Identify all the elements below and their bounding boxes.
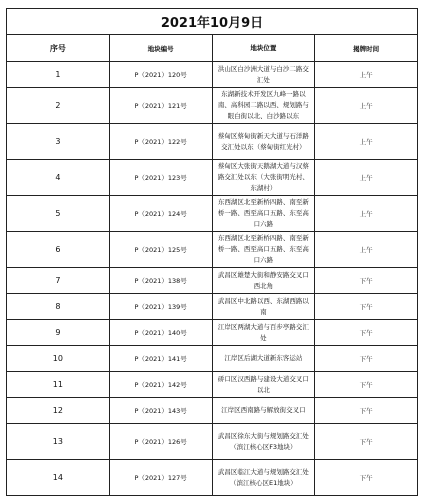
- row-time: 下午: [315, 294, 418, 320]
- row-no: 5: [7, 196, 110, 232]
- row-time: 下午: [315, 398, 418, 424]
- row-location: 江岸区西南路与解放街交叉口: [212, 398, 315, 424]
- table-row: [7, 372, 418, 398]
- row-code: P（2021）126号: [109, 424, 212, 460]
- table-row: [7, 232, 418, 268]
- row-no: 13: [7, 424, 110, 460]
- row-no: 7: [7, 268, 110, 294]
- table-row: [7, 424, 418, 460]
- row-time: 上午: [315, 232, 418, 268]
- table-row: [7, 346, 418, 372]
- header-location: 地块位置: [212, 35, 315, 62]
- row-no: 4: [7, 160, 110, 196]
- row-location: 东西湖区北至新桥四路、南至新桥一路、西至高口五路、东至高口六路: [212, 196, 315, 232]
- row-location: 武昌区中北路以西、东湖西路以南: [212, 294, 315, 320]
- table-title: 2021年10月9日: [7, 9, 418, 35]
- row-time: 下午: [315, 372, 418, 398]
- row-time: 上午: [315, 124, 418, 160]
- row-time: 上午: [315, 196, 418, 232]
- row-code: P（2021）140号: [109, 320, 212, 346]
- header-row: [7, 35, 418, 62]
- table-row: [7, 160, 418, 196]
- row-code: P（2021）141号: [109, 346, 212, 372]
- row-time: 下午: [315, 268, 418, 294]
- table-row: [7, 124, 418, 160]
- row-no: 9: [7, 320, 110, 346]
- row-location: 东湖新技术开发区九峰一路以南、高科园二路以西、规划路与眼白街以北、白沙路以东: [212, 88, 315, 124]
- table-row: [7, 88, 418, 124]
- land-auction-table: [6, 8, 418, 496]
- table-row: [7, 294, 418, 320]
- row-no: 10: [7, 346, 110, 372]
- row-no: 8: [7, 294, 110, 320]
- row-code: P（2021）124号: [109, 196, 212, 232]
- row-code: P（2021）139号: [109, 294, 212, 320]
- header-time: 揭牌时间: [315, 35, 418, 62]
- row-location: 东西湖区北至新桥四路、南至新桥一路、西至高口五路、东至高口六路: [212, 232, 315, 268]
- row-no: 11: [7, 372, 110, 398]
- row-location: 蔡甸区大张街天鹅湖大道与汉蔡路交汇处以东（大张街明光村、东湖村）: [212, 160, 315, 196]
- row-code: P（2021）120号: [109, 62, 212, 88]
- row-no: 6: [7, 232, 110, 268]
- row-no: 2: [7, 88, 110, 124]
- row-time: 下午: [315, 460, 418, 496]
- row-no: 1: [7, 62, 110, 88]
- row-code: P（2021）121号: [109, 88, 212, 124]
- row-time: 上午: [315, 62, 418, 88]
- row-no: 12: [7, 398, 110, 424]
- table-row: [7, 320, 418, 346]
- row-time: 上午: [315, 160, 418, 196]
- table-row: [7, 196, 418, 232]
- row-time: 下午: [315, 320, 418, 346]
- row-location: 武昌区雄楚大街和静安路交叉口西北角: [212, 268, 315, 294]
- row-code: P（2021）125号: [109, 232, 212, 268]
- row-location: 硚口区汉西路与建设大道交叉口以北: [212, 372, 315, 398]
- title-row: [7, 9, 418, 35]
- row-location: 江岸区后湖大道新东客运站: [212, 346, 315, 372]
- table-row: [7, 268, 418, 294]
- row-no: 3: [7, 124, 110, 160]
- row-location: 武昌区临江大道与规划路交汇处（滨江核心区E1地块）: [212, 460, 315, 496]
- row-code: P（2021）122号: [109, 124, 212, 160]
- row-code: P（2021）123号: [109, 160, 212, 196]
- row-location: 江岸区两湖大道与百步亭路交汇处: [212, 320, 315, 346]
- row-location: 蔡甸区蔡甸街新天大道与石洋路交汇处以东（蔡甸街红光村）: [212, 124, 315, 160]
- row-code: P（2021）143号: [109, 398, 212, 424]
- row-no: 14: [7, 460, 110, 496]
- row-code: P（2021）127号: [109, 460, 212, 496]
- row-location: 武昌区徐东大街与规划路交汇处（滨江核心区F3地块）: [212, 424, 315, 460]
- table-row: [7, 398, 418, 424]
- row-code: P（2021）138号: [109, 268, 212, 294]
- table-row: [7, 62, 418, 88]
- row-time: 下午: [315, 346, 418, 372]
- table-row: [7, 460, 418, 496]
- row-code: P（2021）142号: [109, 372, 212, 398]
- row-location: 洪山区白沙洲大道与白沙二路交汇处: [212, 62, 315, 88]
- row-time: 下午: [315, 424, 418, 460]
- row-time: 上午: [315, 88, 418, 124]
- header-code: 地块编号: [109, 35, 212, 62]
- header-no: 序号: [7, 35, 110, 62]
